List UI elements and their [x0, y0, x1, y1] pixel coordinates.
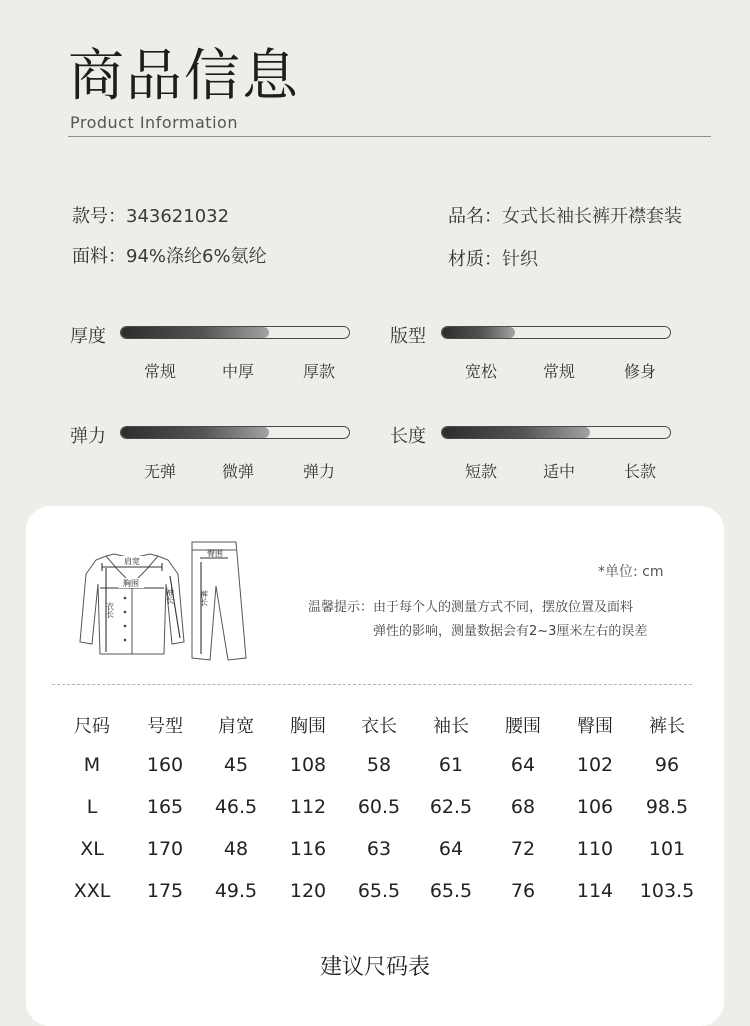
recommended-size-title: 建议尺码表: [319, 955, 430, 980]
table-header-cell: 肩宽: [218, 716, 254, 737]
table-cell: 120: [289, 880, 327, 902]
table-header-cell: 腰围: [505, 716, 541, 737]
info-style-no-value: 343621032: [126, 206, 230, 227]
attr-thickness-tick: 中厚: [222, 362, 255, 381]
table-cell: XL: [80, 838, 104, 860]
attr-elasticity-tick: 弹力: [303, 462, 336, 481]
attr-fit-tick: 宽松: [465, 362, 498, 381]
table-cell: 64: [438, 838, 464, 860]
table-cell: 101: [648, 838, 686, 860]
table-cell: 106: [576, 796, 614, 818]
measure-tip-line2: 弹性的影响，测量数据会有2~3厘米左右的误差: [373, 624, 648, 639]
chest-label: 胸围: [123, 579, 139, 588]
measure-tip-line1: 温馨提示：由于每个人的测量方式不同，摆放位置及面料: [308, 600, 634, 615]
table-header-cell: 号型: [147, 716, 183, 737]
table-cell: 60.5: [357, 796, 401, 818]
table-cell: 108: [289, 754, 327, 776]
table-cell: 58: [366, 754, 392, 776]
table-cell: 65.5: [357, 880, 401, 902]
table-header-cell: 裤长: [649, 716, 685, 737]
attr-thickness-label: 厚度: [70, 326, 106, 347]
table-cell: 112: [289, 796, 327, 818]
table-cell: 65.5: [429, 880, 473, 902]
table-header-cell: 臀围: [577, 716, 613, 737]
attr-length-tick: 适中: [543, 462, 576, 481]
page-title: 商品信息: [68, 44, 300, 109]
table-cell: 76: [510, 880, 536, 902]
table-cell: 72: [510, 838, 536, 860]
table-header-cell: 衣长: [361, 716, 397, 737]
length-label: 衣长: [105, 602, 115, 618]
table-cell: 114: [576, 880, 614, 902]
table-cell: 62.5: [429, 796, 473, 818]
unit-label: *单位: cm: [598, 564, 664, 580]
table-cell: 96: [654, 754, 680, 776]
table-header-cell: 尺码: [74, 716, 110, 737]
attr-elasticity-tick: 无弹: [144, 462, 177, 481]
table-cell: 98.5: [645, 796, 689, 818]
attr-elasticity-tick: 微弹: [222, 462, 255, 481]
attr-fit-label: 版型: [390, 326, 426, 347]
info-fabric-label: 面料：: [72, 246, 126, 267]
table-cell: 165: [146, 796, 184, 818]
table-cell: 45: [223, 754, 249, 776]
hip-label: 臀围: [207, 549, 223, 558]
info-style-no-label: 款号：: [72, 206, 126, 227]
table-cell: 63: [366, 838, 392, 860]
shoulder-label: 肩宽: [124, 557, 140, 566]
table-cell: 49.5: [214, 880, 258, 902]
pants-length-label: 裤长: [199, 590, 209, 606]
table-cell: 68: [510, 796, 536, 818]
table-cell: M: [83, 754, 101, 776]
table-cell: 175: [146, 880, 184, 902]
table-header-cell: 袖长: [433, 716, 469, 737]
table-cell: 48: [223, 838, 249, 860]
attr-thickness-tick: 厚款: [303, 362, 336, 381]
table-cell: 103.5: [639, 880, 695, 902]
sleeve-label: 袖长: [165, 588, 175, 604]
info-name-value: 女式长袖长裤开襟套装: [502, 206, 682, 227]
table-cell: 102: [576, 754, 614, 776]
table-cell: 61: [438, 754, 464, 776]
attr-elasticity-label: 弹力: [70, 426, 106, 447]
attr-length-tick: 长款: [624, 462, 657, 481]
info-name-label: 品名：: [448, 206, 502, 227]
info-fabric-value: 94%涤纶6%氨纶: [126, 246, 267, 267]
table-cell: L: [86, 796, 98, 818]
table-cell: 46.5: [214, 796, 258, 818]
attr-length-tick: 短款: [465, 462, 498, 481]
info-texture-label: 材质：: [448, 249, 502, 270]
info-texture-value: 针织: [502, 249, 538, 270]
table-cell: XXL: [73, 880, 111, 902]
table-header-cell: 胸围: [290, 716, 326, 737]
attr-fit-tick: 常规: [543, 362, 576, 381]
attr-fit-tick: 修身: [624, 362, 657, 381]
table-cell: 116: [289, 838, 327, 860]
table-cell: 160: [146, 754, 184, 776]
attr-thickness-tick: 常规: [144, 362, 177, 381]
table-cell: 110: [576, 838, 614, 860]
table-cell: 170: [146, 838, 184, 860]
table-cell: 64: [510, 754, 536, 776]
page-subtitle: Product Information: [70, 113, 238, 132]
attr-length-label: 长度: [390, 426, 426, 447]
